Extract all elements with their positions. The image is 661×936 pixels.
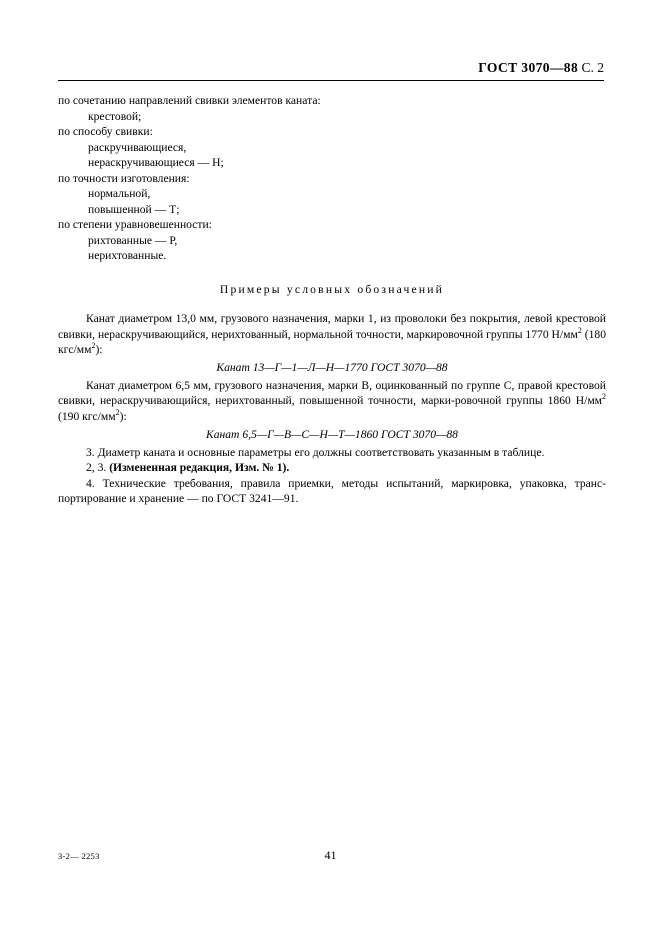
body-line: рихтованные — Р,	[88, 233, 178, 247]
example-1-paragraph	[58, 311, 606, 358]
example-2-text-2: (190 кгс/мм	[58, 409, 116, 423]
unit-exponent: 2	[91, 341, 96, 351]
examples-heading: Примеры условных обозначений	[219, 282, 445, 296]
example-1-text: Канат диаметром 13,0 мм, грузового назначения, марки 1, из проволоки без покрытия, левой крестовой свивки, нераскручивающийся, нерихтованный, нормальной точности, маркировочной группы 1770 Н/мм	[58, 312, 606, 341]
body-line: по сочетанию направлений свивки элементов каната:	[58, 94, 321, 107]
body-line: по точности изготовления:	[58, 171, 190, 185]
body-line: по способу свивки:	[58, 125, 153, 138]
clause-note-prefix: 2, 3.	[86, 461, 110, 475]
header-divider	[58, 80, 604, 81]
designation-example-1: Канат 13—Г—1—Л—Н—1770 ГОСТ 3070—88	[216, 360, 448, 374]
example-1-text-2: (180 кгс/мм	[58, 327, 606, 357]
unit-exponent: 2	[577, 325, 582, 335]
body-line: нерихтованные.	[88, 249, 167, 262]
body-line: крестовой;	[88, 109, 142, 123]
page-number: 41	[324, 848, 337, 862]
standard-number: ГОСТ 3070—88	[478, 60, 579, 75]
designation-example-2: Канат 6,5—Г—В—С—Н—Т—1860 ГОСТ 3070—88	[206, 427, 458, 441]
example-2-paragraph	[58, 378, 606, 425]
clause-3: 3. Диаметр каната и основные параметры его должны соответствовать указанным в таблице.	[86, 445, 545, 459]
body-line: раскручивающиеся,	[88, 140, 187, 154]
document-body	[58, 93, 606, 507]
clause-4: 4. Технические требования, правила приемки, методы испытаний, маркировка, упаковка, транс-портирование и хранение — по ГОСТ 3241—91.	[58, 476, 606, 506]
clause-note	[58, 460, 606, 476]
example-2-text-3: ):	[119, 409, 127, 423]
body-line: по степени уравновешенности:	[58, 218, 212, 231]
page-mark: С. 2	[581, 60, 604, 75]
unit-exponent: 2	[602, 392, 606, 402]
unit-exponent: 2	[115, 408, 120, 418]
page-header	[58, 60, 604, 76]
clause-note-emphasis: (Измененная редакция, Изм. № 1).	[109, 461, 290, 475]
print-signature: 3-2— 2253	[58, 851, 100, 861]
example-2-text: Канат диаметром 6,5 мм, грузового назначения, марки В, оцинкованный по группе С, правой крестовой свивки, нераскручивающийся, нерихтованный, повышенной точности, марки-ровочной группы 1860 Н/мм	[58, 378, 606, 408]
body-line: нераскручивающиеся — Н;	[88, 156, 224, 169]
example-1-text-3: ):	[95, 343, 103, 357]
body-line: нормальной,	[88, 187, 151, 200]
body-line: повышенной — Т;	[88, 202, 180, 216]
